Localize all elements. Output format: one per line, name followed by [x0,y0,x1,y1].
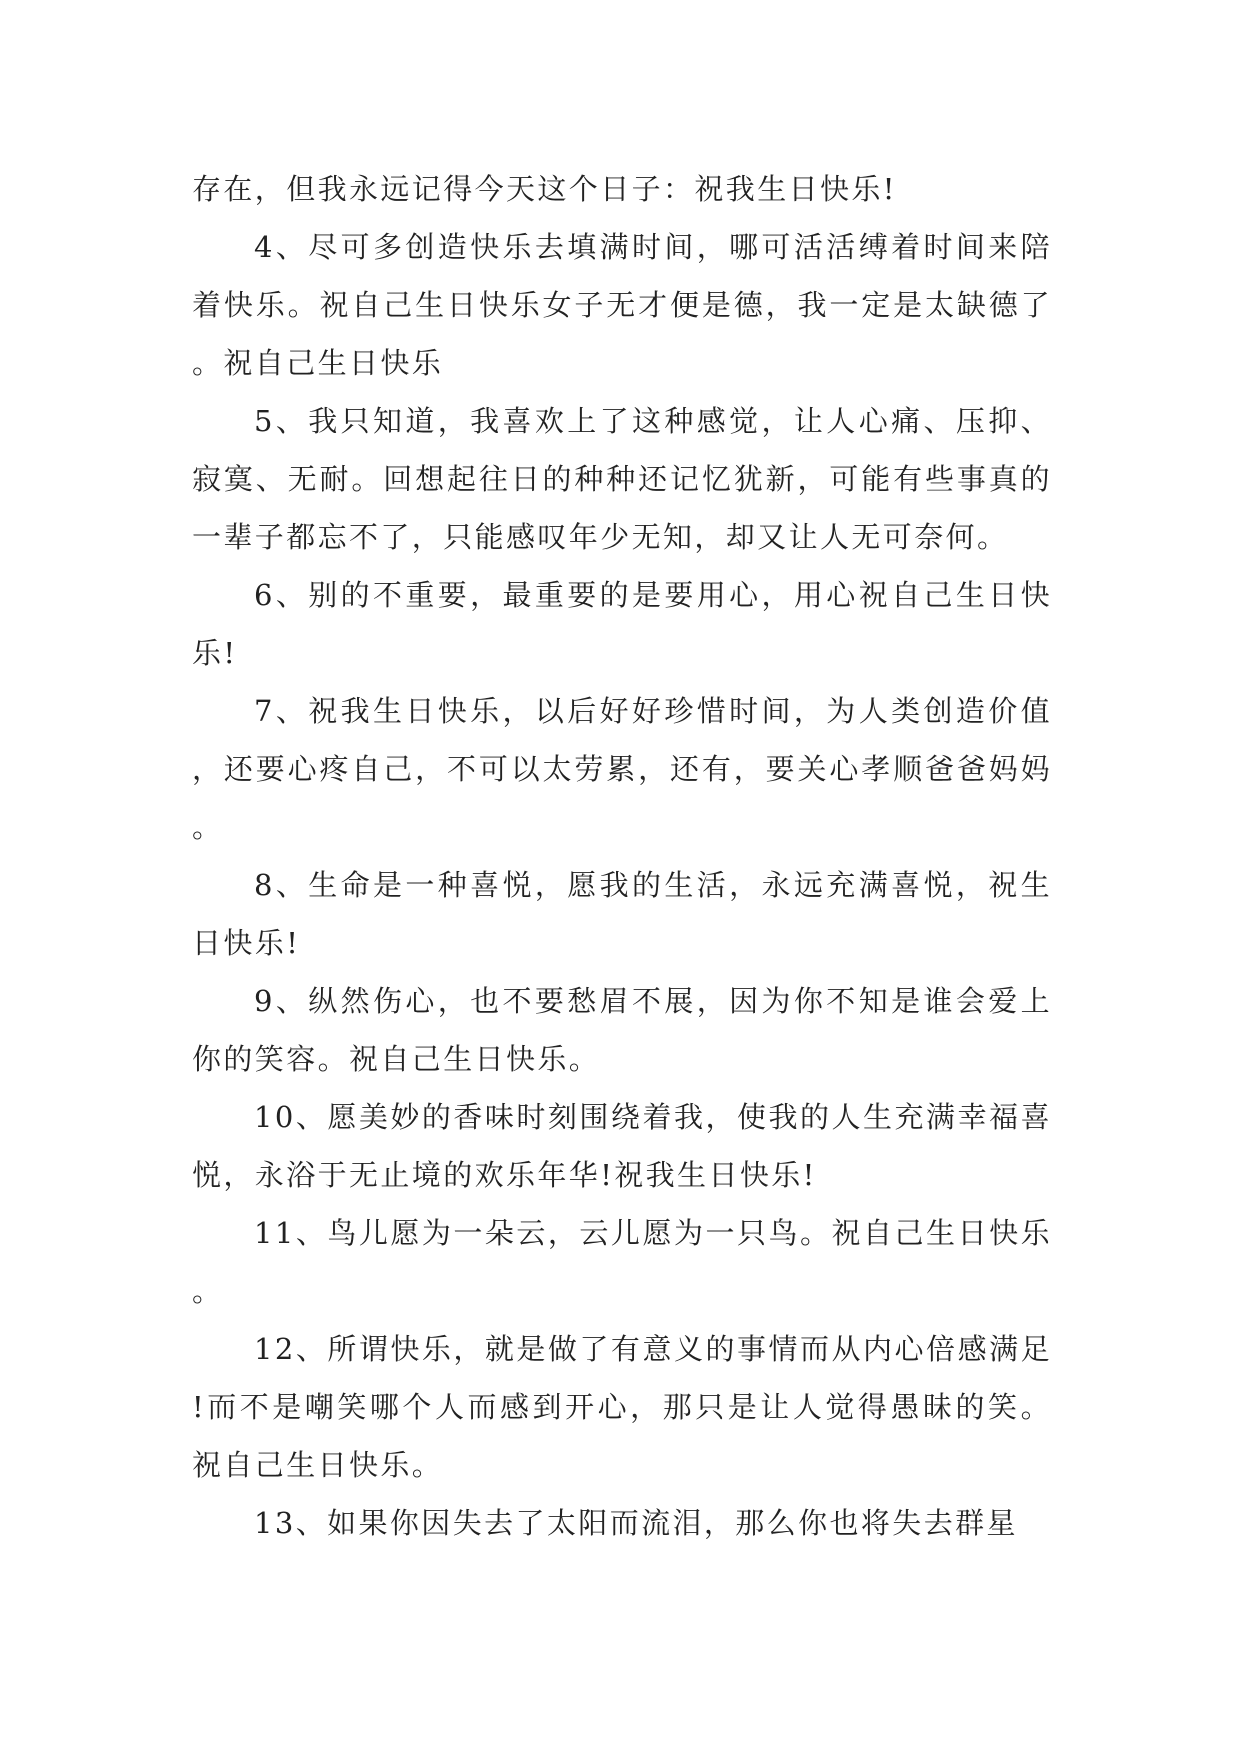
paragraph-13: 13、如果你因失去了太阳而流泪，那么你也将失去群星 [254,1506,1018,1540]
paragraph-12: 12、所谓快乐，就是做了有意义的事情而从内心倍感满足!而不是嘲笑哪个人而感到开心，那只是让人觉得愚昧的笑。祝自己生日快乐。 [192,1332,1052,1482]
paragraph-11: 11、鸟儿愿为一朵云，云儿愿为一只鸟。祝自己生日快乐。 [192,1216,1052,1308]
paragraph-6: 6、别的不重要，最重要的是要用心，用心祝自己生日快乐! [192,578,1052,670]
paragraph-8: 8、生命是一种喜悦，愿我的生活，永远充满喜悦，祝生日快乐! [192,868,1052,960]
paragraph-9: 9、纵然伤心，也不要愁眉不展，因为你不知是谁会爱上你的笑容。祝自己生日快乐。 [192,984,1052,1076]
document-body [192,160,1052,1552]
paragraph-5: 5、我只知道，我喜欢上了这种感觉，让人心痛、压抑、寂寞、无耐。回想起往日的种种还记忆犹新，可能有些事真的一辈子都忘不了，只能感叹年少无知，却又让人无可奈何。 [192,404,1052,554]
paragraph-4: 4、尽可多创造快乐去填满时间，哪可活活缚着时间来陪着快乐。祝自己生日快乐女子无才便是德，我一定是太缺德了。祝自己生日快乐 [192,230,1052,380]
paragraph-10: 10、愿美妙的香味时刻围绕着我，使我的人生充满幸福喜悦，永浴于无止境的欢乐年华!祝我生日快乐! [192,1100,1052,1192]
paragraph-7: 7、祝我生日快乐，以后好好珍惜时间，为人类创造价值，还要心疼自己，不可以太劳累，还有，要关心孝顺爸爸妈妈。 [192,694,1052,844]
paragraph-continuation: 存在，但我永远记得今天这个日子：祝我生日快乐! [192,172,897,206]
